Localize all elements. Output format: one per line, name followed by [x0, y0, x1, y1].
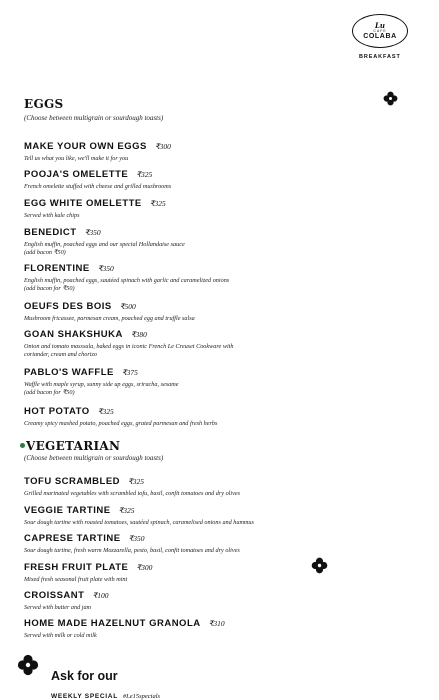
item-price: ₹325 — [136, 170, 153, 179]
item-name: CAPRESE TARTINE — [24, 533, 121, 544]
item-description: Served with butter and jam — [24, 604, 92, 611]
item-description: Onion and tomato masssala, baked eggs in iconic French Le Creuset Cookware with — [24, 343, 234, 350]
menu-item — [24, 528, 399, 555]
menu-item — [24, 500, 399, 527]
footer-special: WEEKLY SPECIAL — [51, 693, 118, 700]
section-note-eggs: (Choose between multigrain or sourdough toasts) — [24, 114, 164, 122]
item-description: Served with milk or cold milk — [24, 632, 97, 639]
footer-line — [51, 685, 160, 700]
section-note-vegetarian: (Choose between multigrain or sourdough toasts) — [24, 454, 164, 462]
veg-dot-icon — [20, 443, 25, 448]
item-price: ₹350 — [97, 264, 114, 273]
item-name: CROISSANT — [24, 590, 85, 601]
item-name: PABLO'S WAFFLE — [24, 367, 114, 378]
section-title-eggs: EGGS — [24, 97, 64, 111]
item-description: Grilled marinated vegetables with scrambled tofu, basil, confit tomatoes and dry olives — [24, 490, 241, 497]
item-price: ₹325 — [128, 477, 145, 486]
item-name: BENEDICT — [24, 227, 77, 238]
brand-logo-script: Lu — [374, 20, 385, 30]
item-addon: (add bacon ₹50) — [24, 249, 66, 256]
menu-item — [24, 585, 399, 612]
item-price: ₹300 — [136, 563, 153, 572]
flower-icon — [383, 91, 398, 106]
flower-icon — [311, 557, 328, 574]
brand-logo-small: CAFE — [373, 28, 387, 33]
item-price: ₹500 — [119, 302, 136, 311]
item-price: ₹350 — [84, 228, 101, 237]
item-name: FLORENTINE — [24, 263, 90, 274]
item-price: ₹350 — [128, 534, 145, 543]
item-description: Creamy spicy mashed potato, poached eggs, grated parmesan and fresh herbs — [24, 420, 218, 427]
item-description: Mushroom fricassee, parmesan cream, poached egg and truffle salsa — [24, 315, 195, 322]
item-price: ₹375 — [121, 368, 138, 377]
item-price: ₹300 — [154, 142, 171, 151]
item-name: POOJA'S OMELETTE — [24, 169, 129, 180]
item-price: ₹325 — [149, 199, 166, 208]
item-name: VEGGIE TARTINE — [24, 505, 111, 516]
item-addon: (add bacon for ₹50) — [24, 389, 75, 396]
item-addon: coriander, cream and chorizo — [24, 351, 97, 358]
item-name: MAKE YOUR OWN EGGS — [24, 141, 147, 152]
item-price: ₹325 — [118, 506, 135, 515]
item-addon: (add bacon for ₹50) — [24, 285, 75, 292]
item-price: ₹100 — [92, 591, 109, 600]
footer-hashtag: #Le15specials — [122, 693, 161, 700]
menu-item — [24, 296, 399, 323]
brand-logo — [352, 14, 408, 48]
menu-item — [24, 557, 399, 584]
item-name: HOME MADE HAZELNUT GRANOLA — [24, 618, 201, 629]
menu-item — [24, 222, 399, 257]
item-price: ₹325 — [97, 407, 114, 416]
item-description: French omelette stuffed with cheese and grilled mushrooms — [24, 183, 172, 190]
item-description: Mixed fresh seasonal fruit plate with mint — [24, 576, 128, 583]
item-description: English muffin, poached eggs and our special Hollandaise sauce — [24, 241, 185, 248]
menu-item — [24, 471, 399, 498]
menu-item — [24, 258, 399, 293]
item-description: Tell us what you like, we'll make it for you — [24, 155, 129, 162]
section-title-text: VEGETARIAN — [26, 439, 121, 453]
item-description: Sour dough tartine with roasted tomatoes, sautéed spinach, caramelised onions and hummus — [24, 519, 254, 526]
footer-title: Ask for our — [51, 669, 118, 683]
brand-logo-name: COLABA — [363, 32, 397, 40]
flower-icon — [17, 654, 39, 676]
item-description: English muffin, poached eggs, sautéed spinach with garlic and caramelized onions — [24, 277, 230, 284]
menu-item — [24, 193, 399, 220]
item-price: ₹380 — [130, 330, 147, 339]
item-name: FRESH FRUIT PLATE — [24, 562, 129, 573]
item-name: TOFU SCRAMBLED — [24, 476, 121, 487]
item-name: GOAN SHAKSHUKA — [24, 329, 123, 340]
item-price: ₹310 — [208, 619, 225, 628]
menu-meal-label: BREAKFAST — [359, 54, 401, 60]
item-description: Waffle with maple syrup, sunny side up eggs, sriracha, sesame — [24, 381, 179, 388]
section-title-vegetarian — [20, 439, 120, 453]
menu-item — [24, 613, 399, 640]
menu-item — [24, 164, 399, 191]
menu-item — [24, 136, 399, 163]
item-description: Served with kale chips — [24, 212, 80, 219]
menu-item — [24, 362, 399, 397]
item-name: OEUFS DES BOIS — [24, 301, 112, 312]
item-description: Sour dough tartine, fresh warm Mozzarella, pesto, basil, confit tomatoes and dry olives — [24, 547, 240, 554]
item-name: HOT POTATO — [24, 406, 90, 417]
menu-item — [24, 324, 399, 359]
item-name: EGG WHITE OMELETTE — [24, 198, 142, 209]
menu-item — [24, 401, 399, 428]
